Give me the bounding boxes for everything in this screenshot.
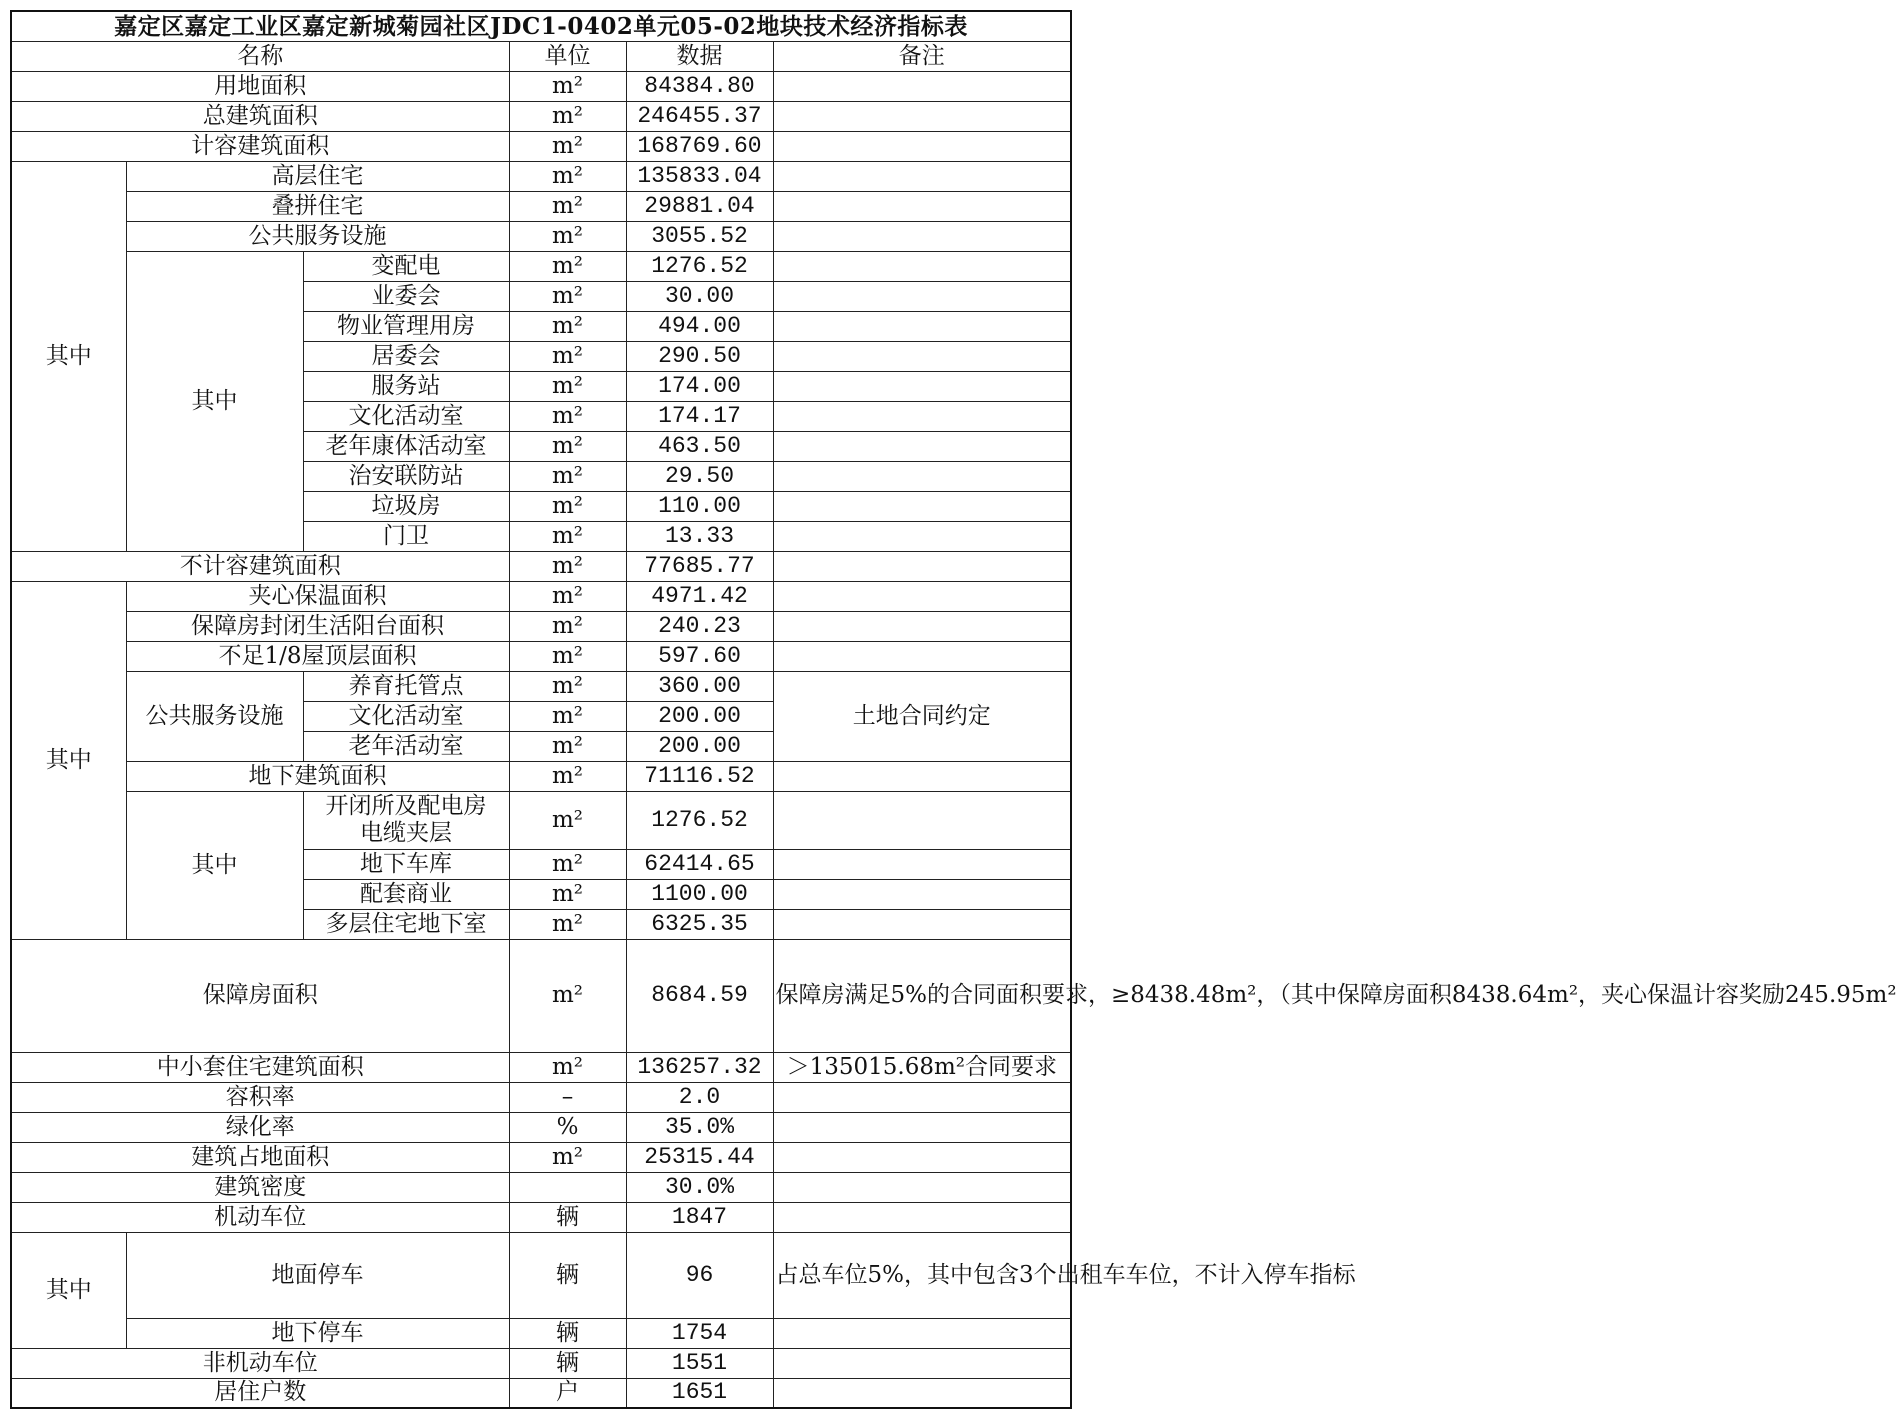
row-value: 240.23	[626, 611, 773, 641]
row-name-line: 电缆夹层	[360, 820, 452, 846]
row-value: 29.50	[626, 461, 773, 491]
row-value: 71116.52	[626, 761, 773, 791]
row-value: 200.00	[626, 731, 773, 761]
row-note	[773, 1172, 1071, 1202]
row-note: 保障房满足5%的合同面积要求，≥8438.48m²，（其中保障房面积8438.64m²，夹心保温计容奖励245.95m²	[773, 939, 1071, 1052]
header-unit: 单位	[509, 41, 626, 71]
row-unit: m²	[509, 431, 626, 461]
row-name	[303, 791, 509, 849]
row-unit: m²	[509, 281, 626, 311]
row-note: 占总车位5%，其中包含3个出租车车位，不计入停车指标	[773, 1232, 1071, 1318]
table-row	[11, 101, 1071, 131]
row-name: 变配电	[303, 251, 509, 281]
row-value: 2.0	[626, 1082, 773, 1112]
table-title: 嘉定区嘉定工业区嘉定新城菊园社区JDC1-0402单元05-02地块技术经济指标表	[11, 11, 1071, 41]
table-row	[11, 641, 1071, 671]
row-name: 夹心保温面积	[126, 581, 509, 611]
table-row	[11, 1052, 1071, 1082]
row-unit: m²	[509, 939, 626, 1052]
row-name: 配套商业	[303, 879, 509, 909]
row-unit: m²	[509, 731, 626, 761]
row-unit: m²	[509, 311, 626, 341]
row-note	[773, 909, 1071, 939]
row-note	[773, 191, 1071, 221]
table-row	[11, 71, 1071, 101]
row-unit: m²	[509, 221, 626, 251]
row-unit: m²	[509, 401, 626, 431]
group-label: 其中	[11, 161, 126, 551]
row-note	[773, 1112, 1071, 1142]
row-unit: m²	[509, 371, 626, 401]
row-note	[773, 849, 1071, 879]
row-value: 13.33	[626, 521, 773, 551]
group-label: 其中	[11, 581, 126, 939]
title-row	[11, 11, 1071, 41]
row-value: 1847	[626, 1202, 773, 1232]
group-label: 其中	[11, 1232, 126, 1348]
row-name: 老年活动室	[303, 731, 509, 761]
row-value: 3055.52	[626, 221, 773, 251]
row-value: 174.17	[626, 401, 773, 431]
row-name: 建筑占地面积	[11, 1142, 509, 1172]
row-name: 不足1/8屋顶层面积	[126, 641, 509, 671]
row-value: 290.50	[626, 341, 773, 371]
row-note	[773, 431, 1071, 461]
row-unit: %	[509, 1112, 626, 1142]
row-value: 360.00	[626, 671, 773, 701]
row-unit: 辆	[509, 1318, 626, 1348]
row-value: 463.50	[626, 431, 773, 461]
row-value: 8684.59	[626, 939, 773, 1052]
row-unit: 户	[509, 1378, 626, 1408]
row-unit: m²	[509, 1052, 626, 1082]
table-row	[11, 1232, 1071, 1318]
row-unit: m²	[509, 551, 626, 581]
row-value: 96	[626, 1232, 773, 1318]
row-value: 25315.44	[626, 1142, 773, 1172]
row-value: 135833.04	[626, 161, 773, 191]
table-row	[11, 1318, 1071, 1348]
row-value: 30.0%	[626, 1172, 773, 1202]
row-name: 地下停车	[126, 1318, 509, 1348]
row-unit: m²	[509, 251, 626, 281]
row-unit: m²	[509, 581, 626, 611]
row-note	[773, 521, 1071, 551]
row-unit: m²	[509, 611, 626, 641]
table-row	[11, 671, 1071, 701]
table-row	[11, 161, 1071, 191]
row-value: 1276.52	[626, 251, 773, 281]
table-row	[11, 611, 1071, 641]
table-row	[11, 551, 1071, 581]
row-name: 叠拼住宅	[126, 191, 509, 221]
row-name: 用地面积	[11, 71, 509, 101]
row-unit: m²	[509, 191, 626, 221]
row-value: 1276.52	[626, 791, 773, 849]
group-label: 其中	[126, 251, 303, 551]
row-unit	[509, 1172, 626, 1202]
row-unit: m²	[509, 761, 626, 791]
row-value: 29881.04	[626, 191, 773, 221]
row-unit: m²	[509, 701, 626, 731]
row-unit: m²	[509, 641, 626, 671]
row-name: 治安联防站	[303, 461, 509, 491]
row-value: 77685.77	[626, 551, 773, 581]
row-value: 30.00	[626, 281, 773, 311]
row-name: 高层住宅	[126, 161, 509, 191]
row-note	[773, 281, 1071, 311]
row-value: 174.00	[626, 371, 773, 401]
row-note	[773, 1142, 1071, 1172]
group-label: 公共服务设施	[126, 671, 303, 761]
row-unit: m²	[509, 1142, 626, 1172]
row-note	[773, 491, 1071, 521]
row-note: ＞135015.68m²合同要求	[773, 1052, 1071, 1082]
table-row	[11, 1142, 1071, 1172]
row-name: 文化活动室	[303, 701, 509, 731]
row-unit: 辆	[509, 1348, 626, 1378]
row-name: 计容建筑面积	[11, 131, 509, 161]
row-note	[773, 461, 1071, 491]
indicator-table	[10, 10, 1897, 1409]
row-unit: m²	[509, 461, 626, 491]
row-name: 养育托管点	[303, 671, 509, 701]
row-unit: m²	[509, 879, 626, 909]
row-name: 地面停车	[126, 1232, 509, 1318]
row-name: 中小套住宅建筑面积	[11, 1052, 509, 1082]
row-value: 1100.00	[626, 879, 773, 909]
row-note	[773, 101, 1071, 131]
row-value: 1754	[626, 1318, 773, 1348]
row-unit: m²	[509, 161, 626, 191]
row-value: 1651	[626, 1378, 773, 1408]
table-row	[11, 221, 1071, 251]
row-name: 公共服务设施	[126, 221, 509, 251]
row-value: 200.00	[626, 701, 773, 731]
row-name: 不计容建筑面积	[11, 551, 509, 581]
table-row	[11, 1202, 1071, 1232]
row-value: 494.00	[626, 311, 773, 341]
row-note	[773, 1318, 1071, 1348]
row-unit: 辆	[509, 1202, 626, 1232]
row-unit: m²	[509, 101, 626, 131]
row-value: 35.0%	[626, 1112, 773, 1142]
table-row	[11, 1112, 1071, 1142]
row-name: 地下建筑面积	[126, 761, 509, 791]
row-name: 垃圾房	[303, 491, 509, 521]
row-name: 绿化率	[11, 1112, 509, 1142]
row-name: 门卫	[303, 521, 509, 551]
row-value: 4971.42	[626, 581, 773, 611]
table-row	[11, 581, 1071, 611]
table-row	[11, 791, 1071, 849]
row-name: 居住户数	[11, 1378, 509, 1408]
row-unit: m²	[509, 341, 626, 371]
row-note	[773, 161, 1071, 191]
row-note	[773, 371, 1071, 401]
row-name: 容积率	[11, 1082, 509, 1112]
row-note	[773, 1378, 1071, 1408]
row-note	[773, 71, 1071, 101]
group-label: 其中	[126, 791, 303, 939]
row-value: 110.00	[626, 491, 773, 521]
header-value: 数据	[626, 41, 773, 71]
row-name: 居委会	[303, 341, 509, 371]
row-unit: m²	[509, 521, 626, 551]
row-name: 总建筑面积	[11, 101, 509, 131]
header-row	[11, 41, 1071, 71]
row-name: 建筑密度	[11, 1172, 509, 1202]
row-name: 文化活动室	[303, 401, 509, 431]
row-value: 246455.37	[626, 101, 773, 131]
row-unit: m²	[509, 849, 626, 879]
row-value: 136257.32	[626, 1052, 773, 1082]
table-row	[11, 1082, 1071, 1112]
table-row	[11, 1348, 1071, 1378]
row-value: 597.60	[626, 641, 773, 671]
row-name: 非机动车位	[11, 1348, 509, 1378]
row-name: 服务站	[303, 371, 509, 401]
row-unit: m²	[509, 131, 626, 161]
row-note	[773, 791, 1071, 849]
row-unit: 辆	[509, 1232, 626, 1318]
row-name: 地下车库	[303, 849, 509, 879]
row-name: 物业管理用房	[303, 311, 509, 341]
table-row	[11, 191, 1071, 221]
row-note	[773, 131, 1071, 161]
row-unit: m²	[509, 71, 626, 101]
table-row	[11, 939, 1071, 1052]
row-unit: m²	[509, 491, 626, 521]
table-row	[11, 1172, 1071, 1202]
table-row	[11, 131, 1071, 161]
row-value: 84384.80	[626, 71, 773, 101]
row-note	[773, 1348, 1071, 1378]
row-note	[773, 551, 1071, 581]
row-unit: –	[509, 1082, 626, 1112]
row-value: 1551	[626, 1348, 773, 1378]
row-unit: m²	[509, 791, 626, 849]
row-name-line: 开闭所及配电房	[325, 793, 487, 819]
row-note	[773, 401, 1071, 431]
row-note	[773, 311, 1071, 341]
row-note	[773, 1082, 1071, 1112]
row-note	[773, 221, 1071, 251]
row-note	[773, 581, 1071, 611]
header-note: 备注	[773, 41, 1071, 71]
row-name: 老年康体活动室	[303, 431, 509, 461]
row-note	[773, 251, 1071, 281]
row-note	[773, 341, 1071, 371]
row-name: 保障房封闭生活阳台面积	[126, 611, 509, 641]
row-note	[773, 879, 1071, 909]
row-note	[773, 611, 1071, 641]
row-note	[773, 641, 1071, 671]
row-value: 168769.60	[626, 131, 773, 161]
row-name: 业委会	[303, 281, 509, 311]
row-name: 机动车位	[11, 1202, 509, 1232]
row-value: 6325.35	[626, 909, 773, 939]
table-row	[11, 1378, 1071, 1408]
row-note	[773, 1202, 1071, 1232]
table-row	[11, 251, 1071, 281]
row-note: 土地合同约定	[773, 671, 1071, 761]
row-unit: m²	[509, 671, 626, 701]
table-row	[11, 761, 1071, 791]
row-note	[773, 761, 1071, 791]
row-value: 62414.65	[626, 849, 773, 879]
row-unit: m²	[509, 909, 626, 939]
row-name: 多层住宅地下室	[303, 909, 509, 939]
header-name: 名称	[11, 41, 509, 71]
row-name: 保障房面积	[11, 939, 509, 1052]
